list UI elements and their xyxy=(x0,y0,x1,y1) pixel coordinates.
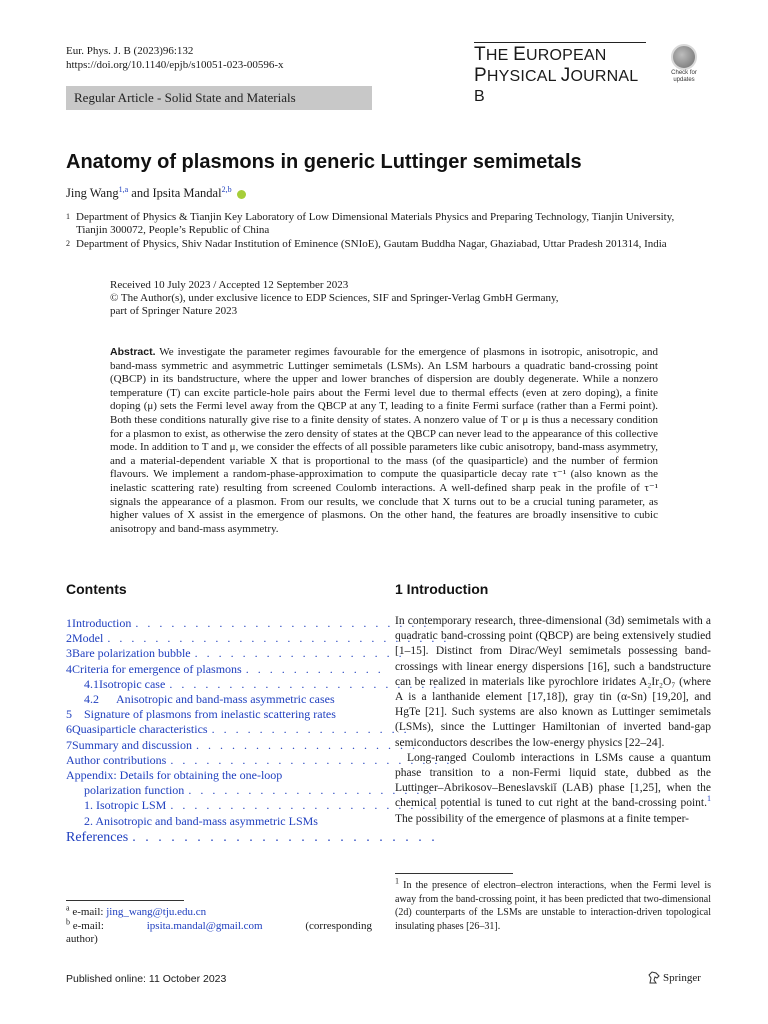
contents-heading: Contents xyxy=(66,581,127,597)
introduction-body xyxy=(395,614,711,827)
affiliation: 1 Department of Physics & Tianjin Key Laboratory of Low Dimensional Materials Physics and Preparing Technology, Tianjin University, Tianjin 300072, People’s Republic of China xyxy=(66,211,706,237)
table-of-contents xyxy=(66,616,453,846)
email-link[interactable]: jing_wang@tju.edu.cn xyxy=(106,906,207,918)
publication-dates: Received 10 July 2023 / Accepted 12 September 2023 © The Author(s), under exclusive licence to EDP Sciences, SIF and Springer-Verlag GmbH Germany, part of Springer Nature 2023 xyxy=(110,279,559,317)
abstract-text: We investigate the parameter regimes favourable for the emergence of plasmons in isotropic, anisotropic, and band-mass symmetric and asymmetric Luttinger semimetals (LSMs). An LSM harbours a quadratic band-crossing point (QBCP) in its bandstructure, where the upper and lower branches of dispersion are doubly degenerate. While a nonzero temperature (T) can excite particle-hole pairs about the Fermi level due to thermal effects (even at zero doping), a finite doping (μ) sets the Fermi level away from the QBCP at any T, leading to a finite Fermi surface (rather than a Fermi point). Both these conditions naturally give rise to a finite density of states. A nonzero value of T or μ is thus a necessary condition for a plasmon to exist, as otherwise the zero density of states at the QBCP can never lead to the appearance of this collective mode. In addition to T and μ, we consider the effects of all possible parameters like cubic anisotropy, band-mass asymmetry, and a material-dependent variable X that is proportional to the mass (of the quasiparticle) and the number of fermion flavours. We implement a random-phase-approximation to compute the quasiparticle decay rate τ⁻¹ (also known as the inelastic scattering rate) resulting from screened Coulomb interactions. A well-defined sharp peak in the profile of τ⁻¹ signals the appearance of a plasmon. From our results, we conclude that X turns out to be a crucial tuning parameter, as higher values of X assist in the emergence of plasmons. On the other hand, the features are broadly insensitive to cubic anisotropy and band-mass asymmetry. xyxy=(110,346,658,535)
orcid-icon[interactable] xyxy=(237,190,246,199)
paragraph: In contemporary research, three-dimensional (3d) semimetals with a quadratic band-crossing point (QBCP) are being extensively studied [1–15]. Distinct from Dirac/Weyl semimetals possessing band-crossings with linear energy dispersions [16], such a bandstructure can be realized in materials like pyrochlore iridates A₂Ir₂O₇ (where A is a lanthanide element [17,18]), gray tin (α-Sn) [19,20], and HgTe [21]. Such systems are also known as Luttinger semimetals (LSMs), since the Luttinger Hamiltonian of inverted band-gap semiconductors describes the low-energy physics [22–24]. xyxy=(395,615,711,749)
toc-item[interactable]: 1 Introduction . . . . . . . . . . . . . . . . . . . . . . . . . xyxy=(66,616,430,630)
toc-item[interactable]: 3 Bare polarization bubble . . . . . . . . . . . . . . . . . . xyxy=(66,646,405,661)
doi-link[interactable]: https://doi.org/10.1140/epjb/s10051-023-00596-x xyxy=(66,59,284,71)
toc-subitem[interactable]: 4.2 Anisotropic and band-mass asymmetric cases xyxy=(84,692,335,707)
section-heading-introduction: 1 Introduction xyxy=(395,581,489,597)
footnote-divider xyxy=(395,873,513,874)
author-list: Jing Wang$^{1,a}$ and Ipsita Mandal$^{2,b}$ xyxy=(66,185,246,201)
toc-item[interactable]: Appendix: Details for obtaining the one-loop xyxy=(66,768,283,783)
toc-item[interactable]: polarization function . . . . . . . . . . . . . . . . . . . . . xyxy=(84,783,435,798)
author-affil-mark[interactable]: 2,b xyxy=(221,184,232,194)
author-name: Ipsita Mandal xyxy=(152,186,222,200)
toc-item[interactable]: 2 Model . . . . . . . . . . . . . . . . . . . . . . . . . . . . . xyxy=(66,631,450,646)
affiliation-text: Department of Physics & Tianjin Key Laboratory of Low Dimensional Materials Physics and Preparing Technology, Tianjin University, Tianjin 300072, People’s Republic of China xyxy=(76,211,675,236)
badge-label-2: updates xyxy=(673,77,695,83)
journal-citation xyxy=(66,44,284,72)
footnote-mark[interactable]: 1 xyxy=(707,794,711,804)
publisher-name: Springer xyxy=(663,971,701,984)
author-emails: $^a$ e-mail: jing_wang@tju.edu.cn $^b$ e-mail: ipsita.mandal@gmail.com (corresponding author) xyxy=(66,903,372,945)
check-for-updates-icon xyxy=(671,44,697,70)
affiliation-text: Department of Physics, Shiv Nadar Institution of Eminence (SNIoE), Gautam Buddha Nagar, Ghaziabad, Uttar Pradesh 201314, India xyxy=(76,238,667,250)
badge-label-1: Check for xyxy=(671,70,697,76)
toc-subitem[interactable]: 1. Isotropic LSM . . . . . . . . . . . . . . . . . . . . . . . . xyxy=(84,798,453,813)
toc-item[interactable]: References . . . . . . . . . . . . . . . . . . . . . . . . xyxy=(66,829,438,845)
toc-item[interactable]: 5 Signature of plasmons from inelastic scattering rates xyxy=(66,707,336,722)
toc-item[interactable]: 7 Summary and discussion . . . . . . . . . . . . . . . . . . . xyxy=(66,737,418,752)
publisher-logo[interactable] xyxy=(648,971,701,984)
email-link[interactable]: ipsita.mandal@gmail.com xyxy=(146,919,263,932)
abstract-label: Abstract. xyxy=(110,346,156,358)
toc-item[interactable]: 6 Quasiparticle characteristics . . . . . . . . . . . . . . . . . xyxy=(66,722,410,737)
toc-item[interactable]: 4 Criteria for emergence of plasmons . . . . . . . . . . . . xyxy=(66,661,384,676)
toc-subitem[interactable]: 2. Anisotropic and band-mass asymmetric LSMs xyxy=(84,813,318,828)
check-for-updates-badge[interactable] xyxy=(666,44,702,84)
abstract xyxy=(110,346,658,536)
journal-name: THE EUROPEAN PHYSICAL JOURNAL B xyxy=(474,42,646,107)
springer-horse-icon xyxy=(648,971,660,984)
affiliation: 2 Department of Physics, Shiv Nadar Institution of Eminence (SNIoE), Gautam Buddha Nagar, Ghaziabad, Uttar Pradesh 201314, India xyxy=(66,238,706,251)
footnote: $^1$ In the presence of electron–electron interactions, when the Fermi level is away from the band-crossing point, it has been predicted that two-dimensional (2d) counterparts of the LSMs are unstable to interaction-driven topological insulating phases [26–31]. xyxy=(395,876,711,932)
author-name: Jing Wang xyxy=(66,186,119,200)
author-affil-mark[interactable]: 1,a xyxy=(118,184,129,194)
toc-subitem[interactable]: 4.1 Isotropic case . . . . . . . . . . . . . . . . . . . . . . . xyxy=(84,676,440,691)
toc-item[interactable]: Author contributions . . . . . . . . . . . . . . . . . . . . . . . . xyxy=(66,752,453,767)
article-type-bar: Regular Article - Solid State and Materials xyxy=(66,86,372,110)
paper-title: Anatomy of plasmons in generic Luttinger semimetals xyxy=(66,151,582,173)
journal-ref: Eur. Phys. J. B (2023)96:132 xyxy=(66,45,194,57)
paragraph: Long-ranged Coulomb interactions in LSMs cause a quantum phase transition to a non-Fermi liquid state, dubbed as the Luttinger–Abrikosov–Beneslavskiĭ (LAB) phase [1,25], when the chemical potential is tuned to cut right at the band-crossing point.$^1$ The possibility of the emergence of plasmons at a finite temper- xyxy=(395,751,711,825)
email-divider xyxy=(66,900,184,901)
published-online: Published online: 11 October 2023 xyxy=(66,973,227,985)
